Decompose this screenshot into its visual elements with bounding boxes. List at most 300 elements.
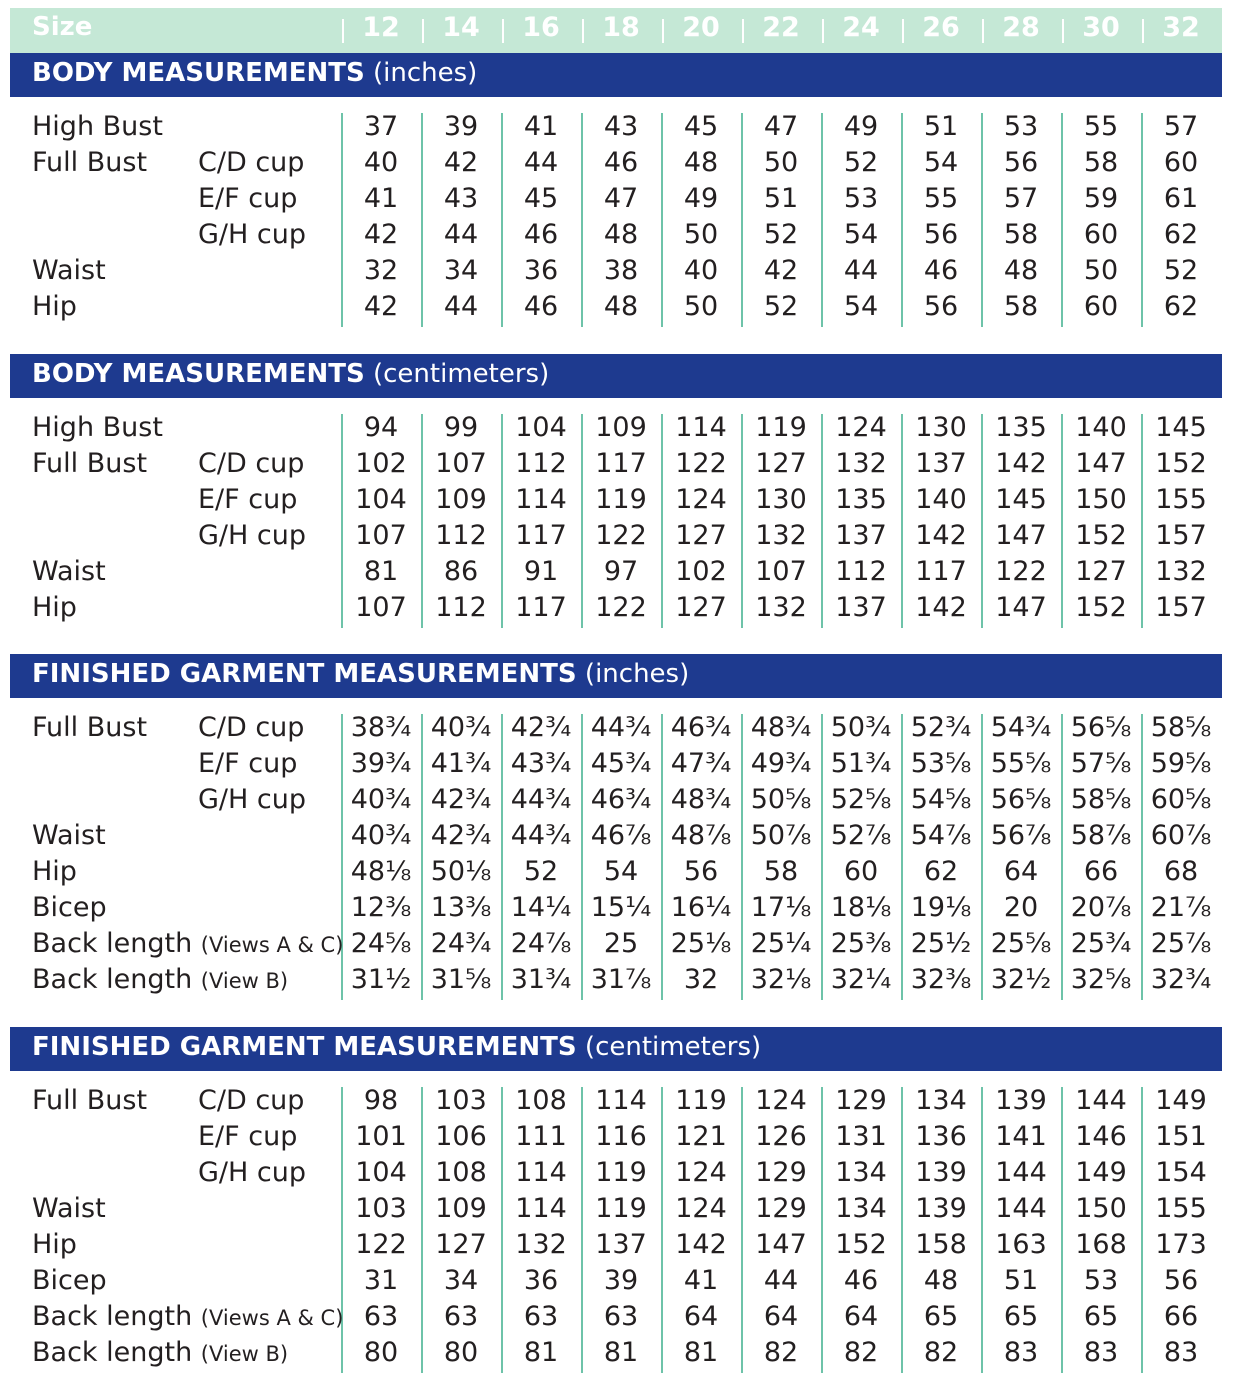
cell-value: 57 xyxy=(1163,111,1199,142)
cell-value: 129 xyxy=(755,1193,807,1224)
size-value: 30 xyxy=(1082,12,1120,43)
cell-value: 50⅛ xyxy=(430,856,492,887)
cell-value: 82 xyxy=(843,1337,879,1368)
size-value: 14 xyxy=(442,12,480,43)
cell-value: 36 xyxy=(523,1265,559,1296)
section-unit: (inches) xyxy=(584,659,690,689)
cell-value: 131 xyxy=(835,1121,887,1152)
cell-value: 114 xyxy=(675,412,727,443)
cell-value: 139 xyxy=(915,1157,967,1188)
cell-value: 132 xyxy=(515,1229,567,1260)
row-label-note: (Views A & C) xyxy=(200,933,344,957)
table-row xyxy=(0,964,1236,1000)
row-label: Hip xyxy=(32,1229,77,1260)
cell-value: 106 xyxy=(435,1121,487,1152)
cell-value: 108 xyxy=(515,1085,567,1116)
cell-value: 40 xyxy=(363,147,399,178)
cell-value: 25⅜ xyxy=(830,928,892,959)
cell-value: 55 xyxy=(1083,111,1119,142)
cell-value: 60 xyxy=(1163,147,1199,178)
cell-value: 58 xyxy=(1003,291,1039,322)
cell-value: 81 xyxy=(683,1337,719,1368)
table-row xyxy=(0,592,1236,628)
cell-value: 64 xyxy=(843,1301,879,1332)
cell-value: 146 xyxy=(1075,1121,1127,1152)
cell-value: 144 xyxy=(995,1193,1047,1224)
cell-value: 147 xyxy=(1075,448,1127,479)
cell-value: 46 xyxy=(923,255,959,286)
cell-value: 80 xyxy=(363,1337,399,1368)
cell-value: 46¾ xyxy=(590,784,652,815)
cell-value: 37 xyxy=(363,111,399,142)
section-header xyxy=(10,1027,1222,1071)
cell-value: 124 xyxy=(675,1157,727,1188)
cell-value: 65 xyxy=(1083,1301,1119,1332)
cell-value: 52 xyxy=(763,219,799,250)
cell-value: 65 xyxy=(1003,1301,1039,1332)
cell-value: 127 xyxy=(435,1229,487,1260)
cup-label: G/H cup xyxy=(198,520,306,551)
cell-value: 42 xyxy=(763,255,799,286)
cell-value: 32½ xyxy=(990,964,1052,995)
cell-value: 54 xyxy=(843,219,879,250)
cell-value: 66 xyxy=(1083,856,1119,887)
section-title xyxy=(32,58,477,88)
cell-value: 25⅛ xyxy=(670,928,732,959)
cell-value: 137 xyxy=(835,592,887,623)
cup-label: G/H cup xyxy=(198,1157,306,1188)
cell-value: 32 xyxy=(683,964,719,995)
cell-value: 121 xyxy=(675,1121,727,1152)
table-row xyxy=(0,1157,1236,1193)
cell-value: 62 xyxy=(1163,219,1199,250)
row-label: Waist xyxy=(32,820,106,851)
row-label: Back length (View B) xyxy=(32,1337,289,1368)
table-row xyxy=(0,712,1236,748)
cell-value: 142 xyxy=(675,1229,727,1260)
cell-value: 82 xyxy=(923,1337,959,1368)
table-row xyxy=(0,820,1236,856)
size-separator xyxy=(902,19,904,43)
table-row xyxy=(0,448,1236,484)
cell-value: 56 xyxy=(1003,147,1039,178)
cell-value: 58 xyxy=(1003,219,1039,250)
cell-value: 31⅞ xyxy=(590,964,652,995)
cup-label: G/H cup xyxy=(198,784,306,815)
cell-value: 58 xyxy=(763,856,799,887)
cell-value: 124 xyxy=(835,412,887,443)
row-label: High Bust xyxy=(32,412,163,443)
cell-value: 40 xyxy=(683,255,719,286)
row-label-note: (Views A & C) xyxy=(200,1306,344,1330)
table-row xyxy=(0,183,1236,219)
cell-value: 112 xyxy=(515,448,567,479)
cell-value: 91 xyxy=(523,556,559,587)
cell-value: 60 xyxy=(1083,291,1119,322)
cell-value: 25½ xyxy=(910,928,972,959)
cell-value: 21⅞ xyxy=(1150,892,1212,923)
row-label: Back length (Views A & C) xyxy=(32,928,344,959)
cell-value: 83 xyxy=(1163,1337,1199,1368)
table-row xyxy=(0,1121,1236,1157)
cell-value: 141 xyxy=(995,1121,1047,1152)
section-header xyxy=(10,654,1222,698)
cell-value: 83 xyxy=(1083,1337,1119,1368)
cell-value: 68 xyxy=(1163,856,1199,887)
cell-value: 42 xyxy=(363,291,399,322)
table-row xyxy=(0,1337,1236,1373)
cell-value: 12⅜ xyxy=(350,892,412,923)
cell-value: 16¼ xyxy=(670,892,732,923)
row-label: Hip xyxy=(32,856,77,887)
cell-value: 55 xyxy=(923,183,959,214)
cell-value: 48⅛ xyxy=(350,856,412,887)
cell-value: 107 xyxy=(755,556,807,587)
cell-value: 50 xyxy=(683,219,719,250)
section-title xyxy=(32,1032,761,1062)
cell-value: 56⅞ xyxy=(990,820,1052,851)
row-label: Back length (Views A & C) xyxy=(32,1301,344,1332)
cell-value: 48⅞ xyxy=(670,820,732,851)
table-row xyxy=(0,255,1236,291)
cell-value: 61 xyxy=(1163,183,1199,214)
cell-value: 117 xyxy=(595,448,647,479)
cell-value: 36 xyxy=(523,255,559,286)
cell-value: 127 xyxy=(675,592,727,623)
cell-value: 50⅞ xyxy=(750,820,812,851)
cell-value: 63 xyxy=(603,1301,639,1332)
cell-value: 42¾ xyxy=(430,820,492,851)
cell-value: 54 xyxy=(603,856,639,887)
cell-value: 60 xyxy=(843,856,879,887)
cell-value: 150 xyxy=(1075,1193,1127,1224)
cell-value: 144 xyxy=(1075,1085,1127,1116)
cell-value: 127 xyxy=(755,448,807,479)
cell-value: 32 xyxy=(363,255,399,286)
cell-value: 81 xyxy=(363,556,399,587)
cell-value: 41 xyxy=(363,183,399,214)
cell-value: 24⅞ xyxy=(510,928,572,959)
cell-value: 130 xyxy=(915,412,967,443)
cell-value: 48¾ xyxy=(750,712,812,743)
cell-value: 44 xyxy=(843,255,879,286)
cell-value: 40¾ xyxy=(350,820,412,851)
cell-value: 163 xyxy=(995,1229,1047,1260)
cell-value: 25¾ xyxy=(1070,928,1132,959)
cell-value: 130 xyxy=(755,484,807,515)
cell-value: 32⅝ xyxy=(1070,964,1132,995)
cell-value: 14¼ xyxy=(510,892,572,923)
cell-value: 41 xyxy=(523,111,559,142)
cell-value: 47 xyxy=(763,111,799,142)
cell-value: 60⅞ xyxy=(1150,820,1212,851)
cell-value: 19⅛ xyxy=(910,892,972,923)
cell-value: 135 xyxy=(995,412,1047,443)
cell-value: 53⅝ xyxy=(910,748,972,779)
cell-value: 45 xyxy=(683,111,719,142)
size-separator xyxy=(662,19,664,43)
section-unit: (centimeters) xyxy=(372,359,550,389)
cell-value: 31¾ xyxy=(510,964,572,995)
cell-value: 57⅝ xyxy=(1070,748,1132,779)
cell-value: 42 xyxy=(443,147,479,178)
cup-label: C/D cup xyxy=(198,1085,305,1116)
cell-value: 126 xyxy=(755,1121,807,1152)
cell-value: 58 xyxy=(1083,147,1119,178)
cell-value: 52⅝ xyxy=(830,784,892,815)
cell-value: 53 xyxy=(1083,1265,1119,1296)
cell-value: 54¾ xyxy=(990,712,1052,743)
row-label: Full Bust xyxy=(32,712,148,743)
cell-value: 139 xyxy=(995,1085,1047,1116)
size-value: 32 xyxy=(1162,12,1200,43)
cell-value: 168 xyxy=(1075,1229,1127,1260)
size-separator xyxy=(982,19,984,43)
cell-value: 129 xyxy=(835,1085,887,1116)
row-label: Hip xyxy=(32,592,77,623)
row-label: Waist xyxy=(32,556,106,587)
table-row xyxy=(0,1085,1236,1121)
section-header xyxy=(10,53,1222,97)
cell-value: 152 xyxy=(835,1229,887,1260)
cell-value: 32⅛ xyxy=(750,964,812,995)
cell-value: 134 xyxy=(835,1193,887,1224)
section-title xyxy=(32,359,549,389)
cell-value: 64 xyxy=(763,1301,799,1332)
table-row xyxy=(0,1193,1236,1229)
cell-value: 58⅝ xyxy=(1150,712,1212,743)
cell-value: 142 xyxy=(995,448,1047,479)
cell-value: 103 xyxy=(355,1193,407,1224)
cell-value: 56⅝ xyxy=(1070,712,1132,743)
cell-value: 17⅛ xyxy=(750,892,812,923)
cell-value: 24⅝ xyxy=(350,928,412,959)
cell-value: 46 xyxy=(603,147,639,178)
cell-value: 135 xyxy=(835,484,887,515)
cell-value: 52 xyxy=(1163,255,1199,286)
cell-value: 58⅞ xyxy=(1070,820,1132,851)
cell-value: 54⅝ xyxy=(910,784,972,815)
cell-value: 46¾ xyxy=(670,712,732,743)
cell-value: 45 xyxy=(523,183,559,214)
cell-value: 43 xyxy=(443,183,479,214)
cell-value: 31 xyxy=(363,1265,399,1296)
cell-value: 48 xyxy=(923,1265,959,1296)
cell-value: 86 xyxy=(443,556,479,587)
cell-value: 157 xyxy=(1155,520,1207,551)
cell-value: 140 xyxy=(915,484,967,515)
cell-value: 51 xyxy=(1003,1265,1039,1296)
cell-value: 34 xyxy=(443,1265,479,1296)
section-title xyxy=(32,659,689,689)
cell-value: 107 xyxy=(355,592,407,623)
cell-value: 44 xyxy=(443,219,479,250)
table-row xyxy=(0,892,1236,928)
cell-value: 44¾ xyxy=(510,784,572,815)
cell-value: 82 xyxy=(763,1337,799,1368)
size-value: 16 xyxy=(522,12,560,43)
cell-value: 109 xyxy=(435,1193,487,1224)
cell-value: 52 xyxy=(763,291,799,322)
size-header-row xyxy=(10,8,1222,53)
cell-value: 155 xyxy=(1155,484,1207,515)
cup-label: C/D cup xyxy=(198,712,305,743)
cell-value: 44¾ xyxy=(510,820,572,851)
cell-value: 50⅝ xyxy=(750,784,812,815)
size-value: 22 xyxy=(762,12,800,43)
cell-value: 132 xyxy=(1155,556,1207,587)
cell-value: 31⅝ xyxy=(430,964,492,995)
cell-value: 116 xyxy=(595,1121,647,1152)
cell-value: 109 xyxy=(435,484,487,515)
cell-value: 40¾ xyxy=(430,712,492,743)
table-row xyxy=(0,1301,1236,1337)
cell-value: 32¼ xyxy=(830,964,892,995)
cup-label: E/F cup xyxy=(198,748,298,779)
cell-value: 65 xyxy=(923,1301,959,1332)
table-row xyxy=(0,111,1236,147)
cell-value: 63 xyxy=(523,1301,559,1332)
cell-value: 64 xyxy=(1003,856,1039,887)
cell-value: 56 xyxy=(683,856,719,887)
size-separator xyxy=(342,19,344,43)
cell-value: 114 xyxy=(515,1193,567,1224)
cell-value: 119 xyxy=(595,1193,647,1224)
cell-value: 48 xyxy=(603,291,639,322)
cell-value: 109 xyxy=(595,412,647,443)
cell-value: 41¾ xyxy=(430,748,492,779)
cell-value: 98 xyxy=(363,1085,399,1116)
cell-value: 59 xyxy=(1083,183,1119,214)
cell-value: 102 xyxy=(355,448,407,479)
cell-value: 42¾ xyxy=(510,712,572,743)
cell-value: 25¼ xyxy=(750,928,812,959)
cell-value: 108 xyxy=(435,1157,487,1188)
cell-value: 119 xyxy=(595,484,647,515)
table-row xyxy=(0,1265,1236,1301)
cell-value: 81 xyxy=(523,1337,559,1368)
cell-value: 117 xyxy=(915,556,967,587)
table-row xyxy=(0,748,1236,784)
cell-value: 152 xyxy=(1155,448,1207,479)
cell-value: 127 xyxy=(675,520,727,551)
cell-value: 137 xyxy=(595,1229,647,1260)
cell-value: 83 xyxy=(1003,1337,1039,1368)
cell-value: 62 xyxy=(923,856,959,887)
cell-value: 54 xyxy=(923,147,959,178)
cell-value: 112 xyxy=(435,520,487,551)
cell-value: 31½ xyxy=(350,964,412,995)
cell-value: 24¾ xyxy=(430,928,492,959)
cell-value: 107 xyxy=(355,520,407,551)
row-label: High Bust xyxy=(32,111,163,142)
cell-value: 124 xyxy=(675,484,727,515)
size-value: 24 xyxy=(842,12,880,43)
cell-value: 127 xyxy=(1075,556,1127,587)
cell-value: 137 xyxy=(835,520,887,551)
row-label: Waist xyxy=(32,1193,106,1224)
cell-value: 137 xyxy=(915,448,967,479)
cell-value: 81 xyxy=(603,1337,639,1368)
table-row xyxy=(0,147,1236,183)
cell-value: 50¾ xyxy=(830,712,892,743)
table-row xyxy=(0,856,1236,892)
cell-value: 47 xyxy=(603,183,639,214)
cell-value: 104 xyxy=(515,412,567,443)
cell-value: 114 xyxy=(515,1157,567,1188)
cell-value: 41 xyxy=(683,1265,719,1296)
size-separator xyxy=(822,19,824,43)
table-row xyxy=(0,784,1236,820)
section-unit: (inches) xyxy=(372,58,478,88)
cell-value: 122 xyxy=(675,448,727,479)
cell-value: 48 xyxy=(683,147,719,178)
row-label-note: (View B) xyxy=(200,969,289,993)
cell-value: 52 xyxy=(523,856,559,887)
cell-value: 18⅛ xyxy=(830,892,892,923)
cup-label: E/F cup xyxy=(198,183,298,214)
cell-value: 39 xyxy=(603,1265,639,1296)
cell-value: 38 xyxy=(603,255,639,286)
cell-value: 62 xyxy=(1163,291,1199,322)
size-separator xyxy=(582,19,584,43)
cell-value: 152 xyxy=(1075,520,1127,551)
cell-value: 44¾ xyxy=(590,712,652,743)
cell-value: 103 xyxy=(435,1085,487,1116)
cell-value: 20⅞ xyxy=(1070,892,1132,923)
section-header xyxy=(10,354,1222,398)
size-separator xyxy=(502,19,504,43)
cell-value: 53 xyxy=(1003,111,1039,142)
cell-value: 122 xyxy=(595,592,647,623)
size-label: Size xyxy=(32,12,93,42)
cell-value: 59⅝ xyxy=(1150,748,1212,779)
cell-value: 142 xyxy=(915,592,967,623)
cell-value: 56 xyxy=(923,219,959,250)
cell-value: 155 xyxy=(1155,1193,1207,1224)
cell-value: 111 xyxy=(515,1121,567,1152)
cell-value: 66 xyxy=(1163,1301,1199,1332)
section-unit: (centimeters) xyxy=(584,1032,762,1062)
cell-value: 51¾ xyxy=(830,748,892,779)
cell-value: 150 xyxy=(1075,484,1127,515)
cell-value: 39¾ xyxy=(350,748,412,779)
cell-value: 124 xyxy=(755,1085,807,1116)
size-value: 26 xyxy=(922,12,960,43)
size-value: 12 xyxy=(362,12,400,43)
cell-value: 147 xyxy=(995,592,1047,623)
row-label: Hip xyxy=(32,291,77,322)
cell-value: 50 xyxy=(763,147,799,178)
cell-value: 63 xyxy=(443,1301,479,1332)
cell-value: 38¾ xyxy=(350,712,412,743)
cell-value: 132 xyxy=(835,448,887,479)
cell-value: 173 xyxy=(1155,1229,1207,1260)
cell-value: 52¾ xyxy=(910,712,972,743)
cell-value: 43¾ xyxy=(510,748,572,779)
section-title-text: BODY MEASUREMENTS xyxy=(32,359,365,389)
row-label: Full Bust xyxy=(32,448,148,479)
cell-value: 145 xyxy=(995,484,1047,515)
cell-value: 112 xyxy=(835,556,887,587)
cell-value: 47¾ xyxy=(670,748,732,779)
cell-value: 53 xyxy=(843,183,879,214)
cell-value: 50 xyxy=(1083,255,1119,286)
cell-value: 119 xyxy=(675,1085,727,1116)
cell-value: 129 xyxy=(755,1157,807,1188)
cup-label: G/H cup xyxy=(198,219,306,250)
size-value: 18 xyxy=(602,12,640,43)
